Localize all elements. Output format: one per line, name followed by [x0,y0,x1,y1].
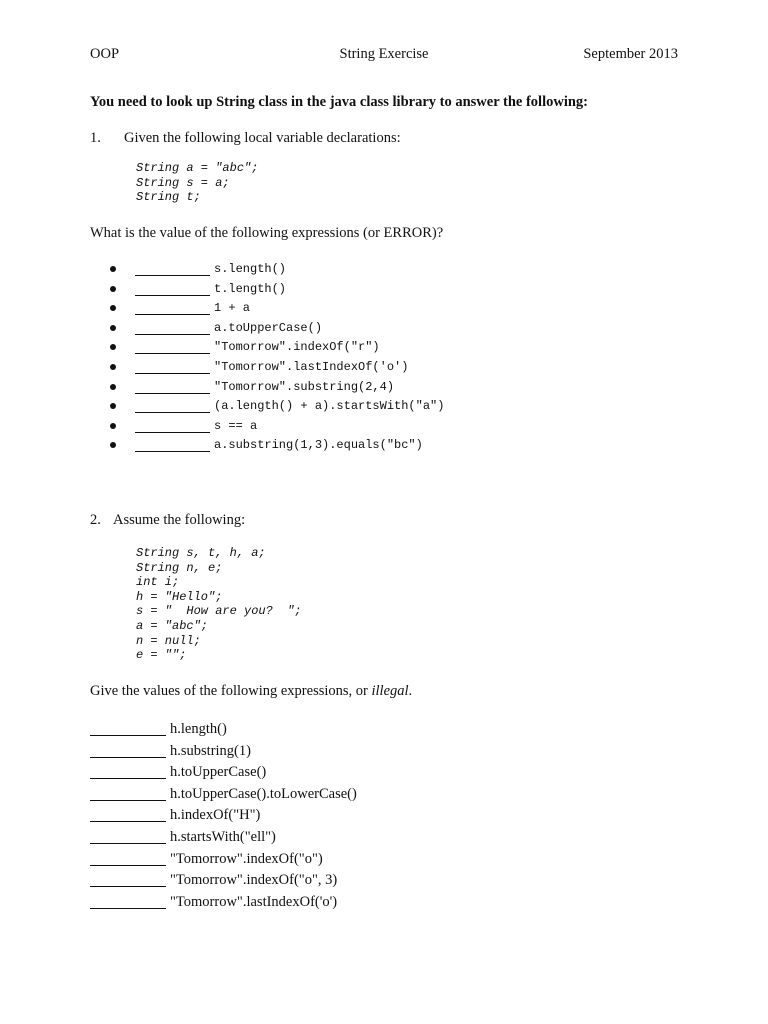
code-line: String a = "abc"; [136,161,259,175]
answer-blank[interactable] [135,418,210,433]
expression: "Tomorrow".indexOf("r") [214,340,380,355]
expression: h.toUpperCase() [170,764,267,781]
bullet-icon [110,403,116,409]
answer-blank[interactable] [135,437,210,452]
question-1-prompt: Given the following local variable declarations: [124,130,401,146]
code-line: s = " How are you? "; [136,604,302,619]
answer-blank[interactable] [135,300,210,315]
answer-blank[interactable] [135,379,210,394]
expression: s == a [214,418,258,433]
code-line: String n, e; [136,560,223,575]
expression: a.toUpperCase() [214,320,323,335]
expression: "Tomorrow".indexOf("o") [170,850,323,867]
expression: a.substring(1,3).equals("bc") [214,438,423,453]
code-line: n = null; [136,633,201,648]
expression: t.length() [214,281,287,296]
question-2-instruction-text: Give the values of the following expressions, or [90,683,372,699]
expression: "Tomorrow".lastIndexOf('o') [214,359,409,374]
code-line: String s, t, h, a; [136,546,266,560]
expression: 1 + a [214,301,251,316]
answer-blank[interactable] [90,763,166,779]
answer-blank[interactable] [90,785,166,801]
question-1-number: 1. [90,130,101,146]
expression: h.toUpperCase().toLowerCase() [170,785,357,802]
page-header [90,46,678,66]
header-title: String Exercise [339,46,429,62]
expression: h.indexOf("H") [170,807,261,824]
answer-blank[interactable] [135,261,210,276]
bullet-icon [110,266,116,272]
expression: s.length() [214,262,287,276]
header-date: September 2013 [583,46,678,62]
expression: (a.length() + a).startsWith("a") [214,399,445,414]
bullet-icon [110,344,116,350]
question-2-instruction-emphasis: illegal [371,683,409,699]
answer-blank[interactable] [90,850,166,866]
answer-blank[interactable] [90,806,166,822]
question-2-code [136,546,302,663]
bullet-icon [110,442,116,448]
bullet-icon [110,364,116,370]
code-line: h = "Hello"; [136,589,223,604]
question-2-number: 2. [90,512,101,528]
bullet-icon [110,384,116,390]
answer-blank[interactable] [90,742,166,758]
question-2-instruction-end: . [408,683,413,699]
instruction-text: You need to look up String class in the java class library to answer the following: [90,94,588,110]
expression: h.substring(1) [170,742,251,759]
code-line: String t; [136,190,201,205]
expression: "Tomorrow".lastIndexOf('o') [170,893,338,910]
answer-blank[interactable] [135,281,210,296]
code-line: String s = a; [136,175,230,190]
answer-blank[interactable] [135,320,210,335]
answer-blank[interactable] [90,720,166,736]
code-line: e = ""; [136,648,187,663]
question-1-instruction: What is the value of the following expressions (or ERROR)? [90,225,444,241]
answer-blank[interactable] [135,339,210,354]
expression: h.length() [170,721,227,737]
answer-blank[interactable] [90,871,166,887]
expression: "Tomorrow".indexOf("o", 3) [170,872,338,889]
answer-blank[interactable] [135,398,210,413]
header-course: OOP [90,46,120,62]
question-1-code [136,161,258,205]
expression: h.startsWith("ell") [170,828,276,845]
question-2-instruction [90,683,412,700]
answer-blank[interactable] [135,359,210,374]
expression: "Tomorrow".substring(2,4) [214,379,395,394]
bullet-icon [110,423,116,429]
bullet-icon [110,305,116,311]
code-line: int i; [136,575,180,590]
bullet-icon [110,286,116,292]
question-2-prompt: Assume the following: [113,512,246,528]
bullet-icon [110,325,116,331]
answer-blank[interactable] [90,828,166,844]
answer-blank[interactable] [90,893,166,909]
code-line: a = "abc"; [136,618,209,633]
